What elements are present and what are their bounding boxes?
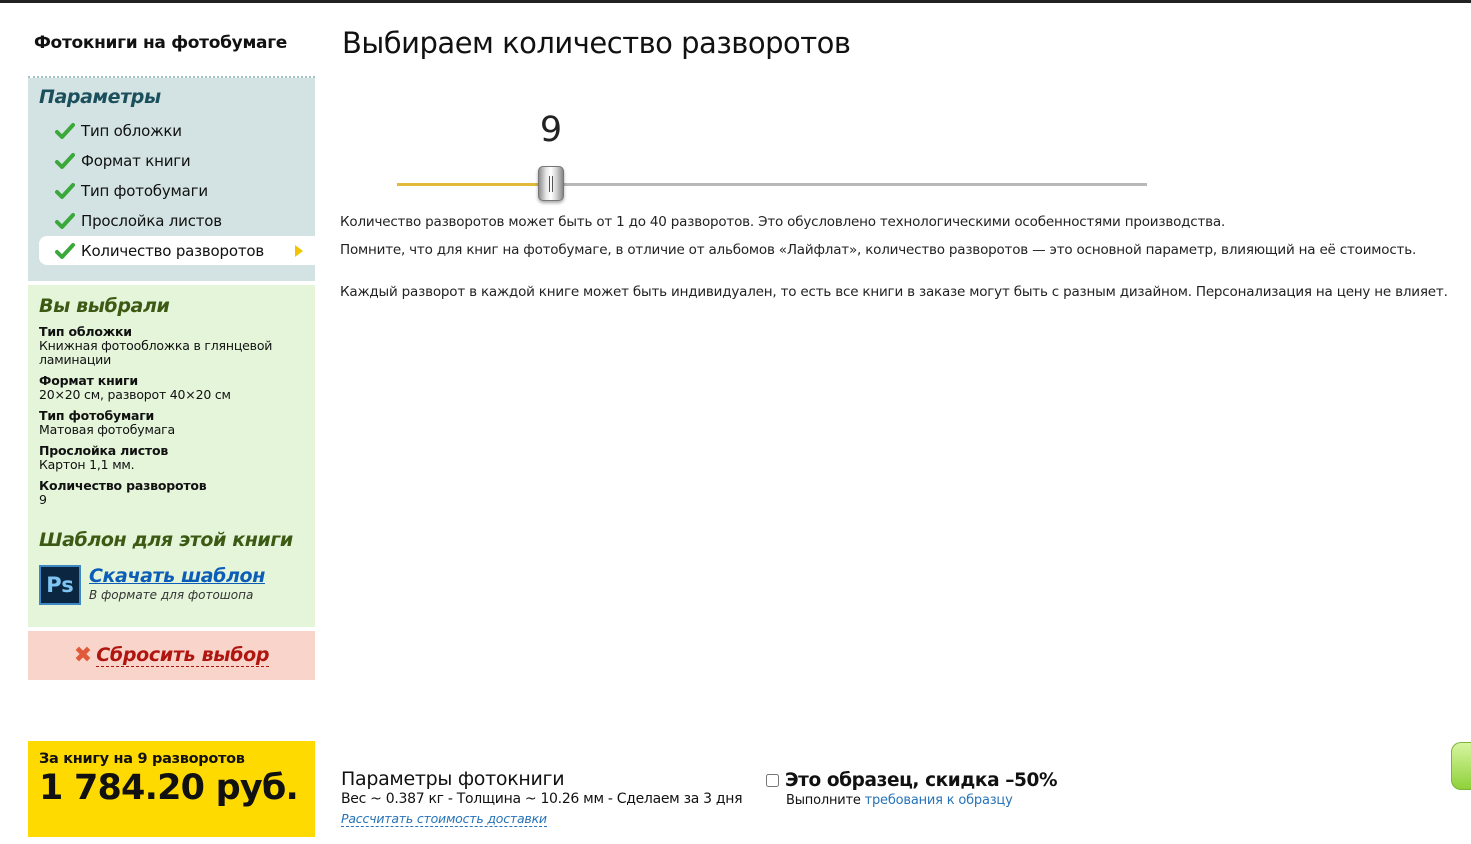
photoshop-icon[interactable]: Ps — [39, 565, 81, 605]
check-icon — [55, 122, 75, 140]
step-item[interactable] — [28, 206, 315, 236]
sample-requirements-link[interactable]: требования к образцу — [864, 793, 1013, 808]
spreads-slider[interactable] — [397, 110, 1147, 195]
chosen-item-value: Картон 1,1 мм. — [39, 457, 135, 472]
side-feedback-tab[interactable] — [1451, 742, 1471, 790]
info-text-range: Количество разворотов может быть от 1 до 40 разворотов. Это обусловлено технологическими особенностями производства. — [340, 214, 1226, 230]
chosen-heading: Вы выбрали — [39, 295, 170, 317]
book-params-heading: Параметры фотокниги — [341, 768, 565, 790]
slider-value-label: 9 — [539, 110, 563, 150]
chosen-item — [28, 444, 315, 472]
reset-button[interactable] — [28, 631, 315, 680]
slider-track[interactable] — [397, 183, 1147, 186]
chosen-panel — [28, 285, 315, 627]
template-row — [28, 565, 315, 605]
calc-delivery-link[interactable]: Рассчитать стоимость доставки — [341, 811, 547, 826]
chosen-list — [28, 325, 315, 507]
chosen-item-label: Тип фотобумаги — [39, 408, 155, 423]
check-icon — [55, 212, 75, 230]
check-icon — [55, 242, 75, 260]
chosen-item-value: 20×20 см, разворот 40×20 см — [39, 387, 231, 402]
price-caption: За книгу на 9 разворотов — [39, 751, 245, 767]
check-icon — [55, 152, 75, 170]
chosen-item-value: Книжная фотообложка в глянцевой ламинации — [39, 338, 273, 367]
step-item[interactable] — [28, 146, 315, 176]
params-heading: Параметры — [39, 86, 161, 108]
chosen-item-label: Количество разворотов — [39, 478, 207, 493]
price-box — [28, 741, 315, 837]
price-value: 1 784.20 руб. — [39, 768, 298, 808]
book-params-meta: Вес ~ 0.387 кг - Толщина ~ 10.26 мм - Сделаем за 3 дня — [341, 791, 743, 807]
template-heading: Шаблон для этой книги — [39, 529, 293, 551]
step-label: Количество разворотов — [81, 241, 264, 260]
chosen-item — [28, 409, 315, 437]
close-icon: ✖ — [73, 643, 93, 668]
arrow-right-icon — [295, 245, 303, 257]
sidebar — [28, 28, 315, 680]
site-title[interactable]: Фотокниги на фотобумаге — [28, 28, 315, 78]
step-item[interactable] — [28, 116, 315, 146]
book-params — [341, 768, 742, 827]
chosen-item-label: Тип обложки — [39, 324, 132, 339]
download-template-link[interactable]: Скачать шаблон — [89, 565, 265, 587]
chosen-item — [28, 325, 315, 367]
sample-option — [766, 770, 1057, 808]
info-text-design: Каждый разворот в каждой книге может быть индивидуален, то есть все книги в заказе могут быть с разным дизайном. Персонализация на цену не влияет. — [340, 284, 1448, 300]
sample-note-prefix: Выполните — [786, 793, 861, 808]
step-label: Формат книги — [81, 152, 191, 170]
chosen-item-label: Прослойка листов — [39, 443, 169, 458]
chosen-item-value: 9 — [39, 492, 47, 507]
steps-list — [28, 116, 315, 265]
slider-fill — [397, 183, 551, 186]
sample-note — [786, 793, 1057, 808]
step-label: Прослойка листов — [81, 212, 222, 230]
chosen-item-label: Формат книги — [39, 373, 138, 388]
check-icon — [55, 182, 75, 200]
step-item[interactable] — [28, 176, 315, 206]
step-label: Тип обложки — [81, 122, 182, 140]
page-title: Выбираем количество разворотов — [342, 26, 851, 60]
step-item[interactable] — [39, 236, 315, 265]
sample-checkbox[interactable] — [766, 774, 779, 787]
params-panel — [28, 78, 315, 281]
chosen-item — [28, 374, 315, 402]
info-text-price: Помните, что для книг на фотобумаге, в отличие от альбомов «Лайфлат», количество разворотов — это основной параметр, влияющий на её стоимость. — [340, 242, 1417, 258]
chosen-item-value: Матовая фотобумага — [39, 422, 175, 437]
reset-label: Сбросить выбор — [96, 644, 270, 666]
sample-heading[interactable]: Это образец, скидка –50% — [785, 770, 1058, 791]
step-label: Тип фотобумаги — [81, 182, 208, 200]
template-format-note: В формате для фотошопа — [89, 588, 254, 602]
slider-handle[interactable] — [538, 166, 564, 201]
top-border — [0, 0, 1471, 3]
chosen-item — [28, 479, 315, 507]
